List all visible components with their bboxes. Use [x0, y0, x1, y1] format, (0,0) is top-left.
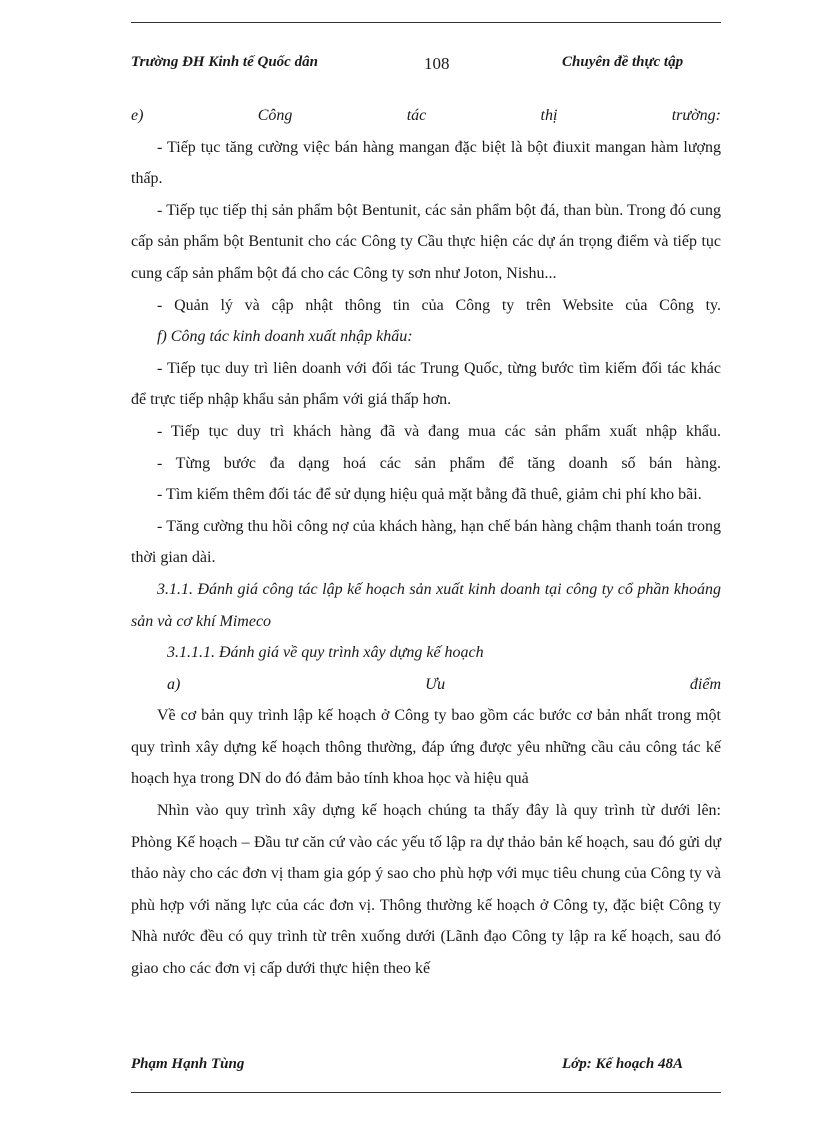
- page-number: 108: [424, 54, 450, 73]
- heading-market: e) Công tác thị trường:: [131, 107, 721, 124]
- bullet-paragraph: - Tiếp tục duy trì liên doanh với đối tác Trung Quốc, từng bước tìm kiếm đối tác khác để trực tiếp nhập khẩu sản phẩm với giá thấp hơn.: [131, 359, 721, 409]
- page-body: [131, 100, 721, 985]
- bullet-paragraph: - Tiếp tục tiếp thị sản phẩm bột Bentunit, các sản phẩm bột đá, than bùn. Trong đó cung cấp sản phẩm bột Bentunit cho các Công ty Cầu thực hiện các dự án trọng điểm và tiếp tục cung cấp sản phẩm bột đá cho các Công ty sơn như Joton, Nishu...: [131, 201, 721, 282]
- bottom-rule: [131, 1092, 721, 1093]
- section-heading: 3.1.1. Đánh giá công tác lập kế hoạch sản xuất kinh doanh tại công ty cổ phần khoáng sản và cơ khí Mimeco: [131, 580, 721, 630]
- bullet-paragraph: - Tăng cường thu hồi công nợ của khách hàng, hạn chế bán hàng chậm thanh toán trong thời gian dài.: [131, 517, 721, 567]
- body-paragraph: Về cơ bản quy trình lập kế hoạch ở Công ty bao gồm các bước cơ bản nhất trong một quy trình xây dựng kế hoạch thông thường, đáp ứng được yêu những cầu cảu công tác kế hoạch hỵa trong DN do đó đảm bảo tính khoa học và hiệu quả: [131, 707, 721, 788]
- footer-author: Phạm Hạnh Tùng: [131, 1056, 245, 1072]
- top-rule: [131, 22, 721, 23]
- header-doc-type: Chuyên đề thực tập: [562, 54, 684, 70]
- bullet-paragraph: - Tiếp tục duy trì khách hàng đã và đang mua các sản phẩm xuất nhập khẩu.: [157, 422, 721, 440]
- header-school: Trường ĐH Kinh tế Quốc dân: [131, 54, 318, 70]
- bullet-paragraph: - Tìm kiếm thêm đối tác để sử dụng hiệu quả mặt bằng đã thuê, giảm chi phí kho bãi.: [157, 486, 702, 504]
- sub-heading-advantages: a) Ưu điểm: [167, 675, 721, 693]
- bullet-paragraph: - Quản lý và cập nhật thông tin của Công ty trên Website của Công ty.: [157, 296, 721, 314]
- body-paragraph: Nhìn vào quy trình xây dựng kế hoạch chúng ta thấy đây là quy trình từ dưới lên: Phòng Kế hoạch – Đầu tư căn cứ vào các yếu tố lập ra dự thảo bản kế hoạch, sau đó gửi dự thảo này cho các đơn vị tham gia góp ý sao cho phù hợp với mục tiêu chung của Công ty và phù hợp với năng lực của các đơn vị. Thông thường kế hoạch ở Công ty, đặc biệt Công ty Nhà nước đều có quy trình từ trên xuống dưới (Lãnh đạo Công ty lập ra kế hoạch, sau đó giao cho các đơn vị cấp dưới thực hiện theo kế: [131, 802, 721, 978]
- footer-class: Lớp: Kế hoạch 48A: [562, 1056, 683, 1072]
- bullet-paragraph: - Tiếp tục tăng cường việc bán hàng mangan đặc biệt là bột điuxit mangan hàm lượng thấp.: [131, 138, 721, 188]
- subsection-heading: 3.1.1.1. Đánh giá về quy trình xây dựng kế hoạch: [167, 644, 484, 662]
- bullet-paragraph: - Từng bước đa dạng hoá các sản phẩm để tăng doanh số bán hàng.: [157, 454, 721, 472]
- heading-import-export: f) Công tác kinh doanh xuất nhập khẩu:: [157, 328, 413, 346]
